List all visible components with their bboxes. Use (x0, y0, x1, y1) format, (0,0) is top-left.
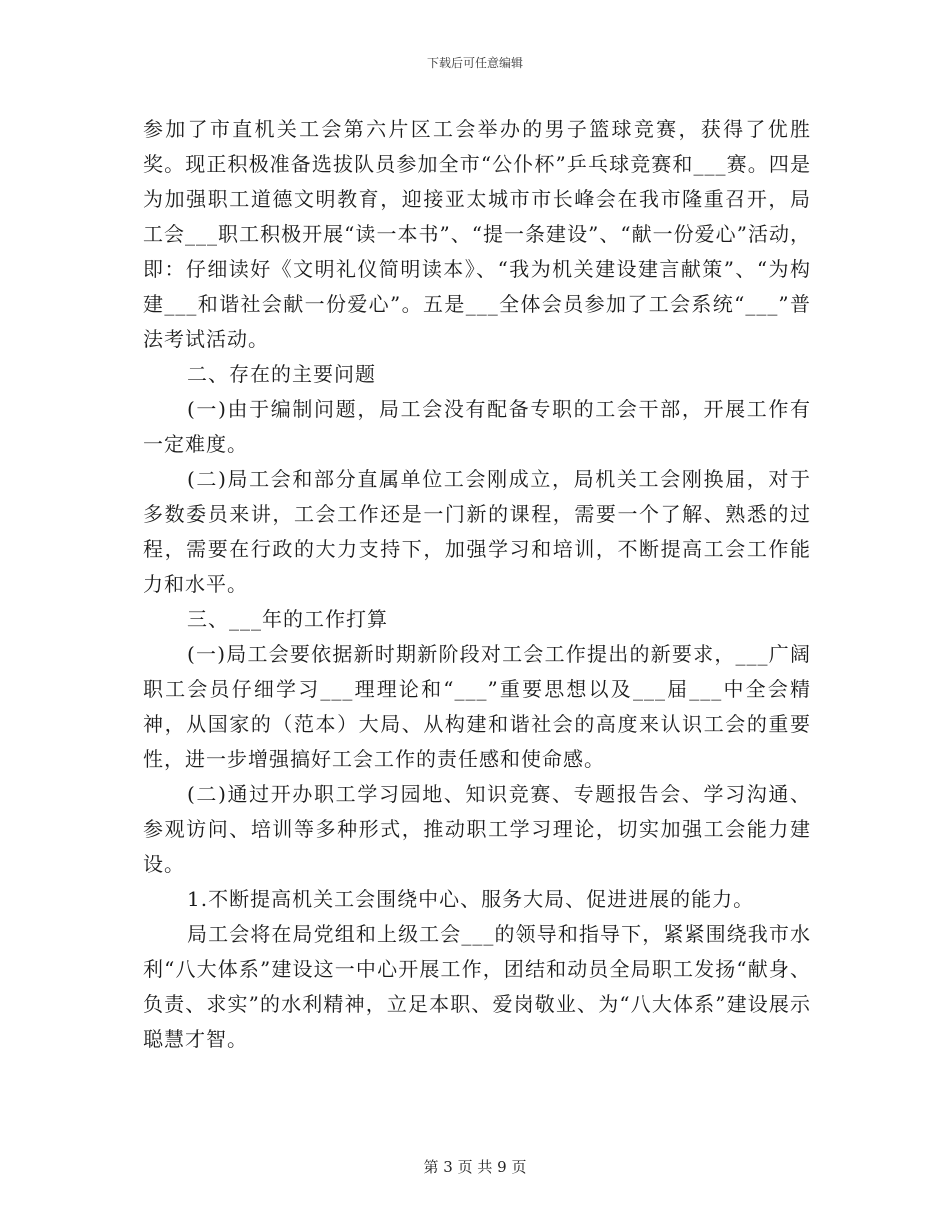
page-number-footer: 第 3 页 共 9 页 (423, 1158, 527, 1176)
paragraph-continuation: 参加了市直机关工会第六片区工会举办的男子篮球竞赛，获得了优胜奖。现正积极准备选拔队员参加全市“公仆杯”乒乓球竞赛和___赛。四是为加强职工道德文明教育，迎接亚太城市市长峰会在我市隆重召开，局工会___职工积极开展“读一本书”、“提一条建设”、“献一份爱心”活动，即：仔细读好《文明礼仪简明读本》、“我为机关建设建言献策”、“为构建___和谐社会献一份爱心”。五是___全体会员参加了工会系统“___”普法考试活动。 (143, 117, 811, 351)
subheading-item-1: 1.不断提高机关工会围绕中心、服务大局、促进进展的能力。 (187, 887, 755, 911)
page-header-note: 下载后可任意编辑 (426, 56, 523, 70)
document-body (143, 112, 811, 1057)
paragraph-problem-2: (二)局工会和部分直属单位工会刚成立，局机关工会刚换届，对于多数委员来讲，工会工作还是一门新的课程，需要一个了解、熟悉的过程，需要在行政的大力支持下，加强学习和培训，不断提高工会工作能力和水平。 (143, 467, 811, 596)
paragraph-item-1-detail: 局工会将在局党组和上级工会___的领导和指导下，紧紧围绕我市水利“八大体系”建设这一中心开展工作，团结和动员全局职工发扬“献身、负责、求实”的水利精神，立足本职、爱岗敬业、为“八大体系”建设展示聪慧才智。 (143, 922, 811, 1051)
paragraph-problem-1: (一)由于编制问题，局工会没有配备专职的工会干部，开展工作有一定难度。 (143, 397, 811, 456)
paragraph-plan-2: (二)通过开办职工学习园地、知识竞赛、专题报告会、学习沟通、参观访问、培训等多种形式，推动职工学习理论，切实加强工会能力建设。 (143, 782, 811, 876)
section-heading-problems: 二、存在的主要问题 (187, 362, 376, 386)
paragraph-plan-1: (一)局工会要依据新时期新阶段对工会工作提出的新要求，___广阔职工会员仔细学习___理理论和“___”重要思想以及___届___中全会精神，从国家的（范本）大局、从构建和谐社会的高度来认识工会的重要性，进一步增强搞好工会工作的责任感和使命感。 (143, 642, 811, 771)
section-heading-plans: 三、___年的工作打算 (187, 607, 388, 631)
